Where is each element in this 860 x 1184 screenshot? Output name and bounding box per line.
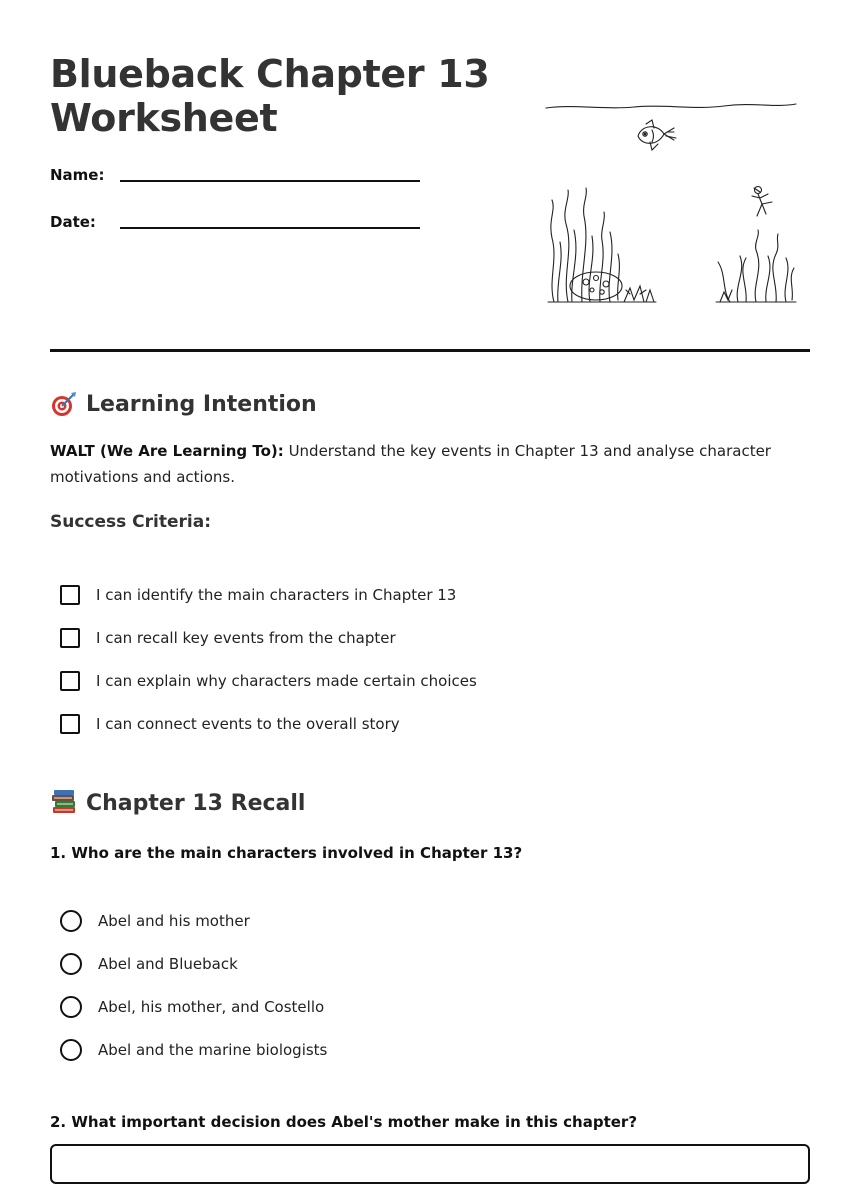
walt-statement <box>50 438 810 490</box>
q1-option[interactable] <box>60 951 238 977</box>
q1-option-label: Abel and the marine biologists <box>98 1041 328 1059</box>
title-line-1: Blueback Chapter 13 <box>50 52 490 96</box>
question-1: 1. Who are the main characters involved in Chapter 13? <box>50 844 523 862</box>
underwater-scene-illustration <box>544 92 800 312</box>
date-line[interactable] <box>120 227 420 229</box>
header-divider <box>50 349 810 352</box>
name-label: Name: <box>50 166 105 184</box>
criterion-item[interactable] <box>60 625 396 651</box>
q1-radio[interactable] <box>60 953 82 975</box>
q1-radio[interactable] <box>60 1039 82 1061</box>
walt-label: WALT (We Are Learning To): <box>50 442 284 460</box>
q1-option[interactable] <box>60 1037 327 1063</box>
recall-heading <box>50 789 305 817</box>
seaweed-right <box>716 230 796 302</box>
diver-icon <box>752 187 772 217</box>
fish-icon <box>638 120 676 150</box>
criterion-checkbox[interactable] <box>60 671 80 691</box>
q1-option[interactable] <box>60 994 324 1020</box>
criterion-item[interactable] <box>60 668 477 694</box>
success-criteria-heading: Success Criteria: <box>50 512 212 532</box>
criterion-label: I can recall key events from the chapter <box>96 629 396 647</box>
criterion-label: I can explain why characters made certain choices <box>96 672 477 690</box>
q1-option-label: Abel, his mother, and Costello <box>98 998 325 1016</box>
q1-radio[interactable] <box>60 910 82 932</box>
q1-option[interactable] <box>60 908 250 934</box>
recall-title: Chapter 13 Recall <box>86 790 306 816</box>
target-icon <box>50 390 78 418</box>
seaweed-left <box>548 188 656 302</box>
criterion-checkbox[interactable] <box>60 714 80 734</box>
page-title <box>50 52 510 140</box>
criterion-item[interactable] <box>60 711 400 737</box>
books-icon <box>50 789 78 817</box>
q1-option-label: Abel and Blueback <box>98 955 238 973</box>
criterion-checkbox[interactable] <box>60 585 80 605</box>
name-line[interactable] <box>120 180 420 182</box>
walt-text: Understand the key events in Chapter 13 and analyse character motivations and actions. <box>50 442 771 486</box>
q2-answer-box[interactable] <box>50 1144 810 1184</box>
water-surface <box>546 104 796 108</box>
criterion-label: I can identify the main characters in Chapter 13 <box>96 586 457 604</box>
title-line-2: Worksheet <box>50 96 278 140</box>
date-label: Date: <box>50 213 96 231</box>
q1-radio[interactable] <box>60 996 82 1018</box>
criterion-label: I can connect events to the overall story <box>96 715 400 733</box>
learning-intention-heading <box>50 390 317 418</box>
question-2: 2. What important decision does Abel's mother make in this chapter? <box>50 1113 638 1131</box>
learning-intention-title: Learning Intention <box>86 391 317 417</box>
criterion-item[interactable] <box>60 582 456 608</box>
q1-option-label: Abel and his mother <box>98 912 250 930</box>
criterion-checkbox[interactable] <box>60 628 80 648</box>
